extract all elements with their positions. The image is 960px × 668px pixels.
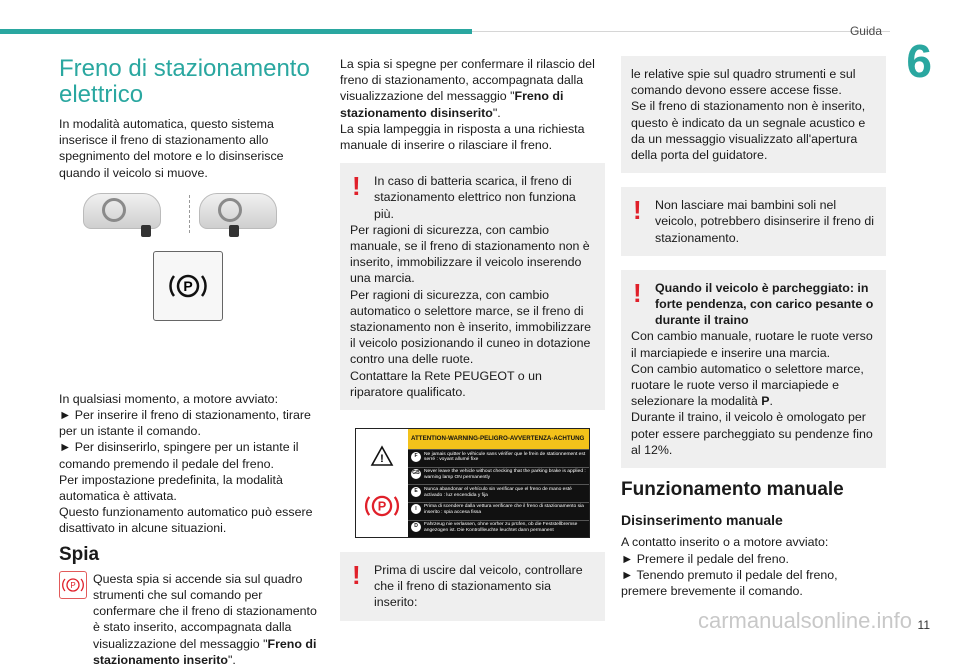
lever-icon bbox=[141, 225, 151, 237]
warning-text: Durante il traino, il veicolo è omologato per poter essere parcheggiato su pendenze fino al 12%. bbox=[631, 410, 873, 457]
warning-box-check bbox=[340, 552, 605, 621]
label-text-area bbox=[408, 429, 589, 537]
warning-text: Contattare la Rete PEUGEOT o un riparatore qualificato. bbox=[350, 368, 542, 399]
svg-text:P: P bbox=[377, 498, 387, 514]
column-2 bbox=[340, 56, 605, 631]
warning-box-slope bbox=[621, 270, 886, 468]
paragraph: In qualsiasi momento, a motore avviato: bbox=[59, 391, 279, 406]
heading-disinserimento: Disinserimento manuale bbox=[621, 512, 783, 529]
control-pull-illustration bbox=[83, 193, 161, 229]
intro-text: In modalità automatica, questo sistema inserisce il freno di stazionamento allo spegnimento del motore e lo disinserisce quando il veicolo si muove. bbox=[59, 117, 284, 180]
page-title: Freno di stazionamento elettrico bbox=[59, 55, 310, 108]
warning-text: Se il freno di stazionamento non è inserito, questo è indicato da un segnale acustico e da un messaggio visualizzato all'apertura della porta del guidatore. bbox=[631, 99, 866, 163]
warning-icon: ! bbox=[352, 171, 361, 202]
warning-icon: ! bbox=[633, 195, 642, 226]
header-rule bbox=[472, 31, 890, 32]
watermark: carmanualsonline.info bbox=[697, 608, 912, 633]
warning-box-check-continued bbox=[621, 56, 886, 173]
paragraph: Questo funzionamento automatico può essere disattivato in alcune situazioni. bbox=[59, 505, 313, 536]
section-title: Guida bbox=[849, 24, 882, 38]
label-header: ATTENTION-WARNING-PELIGRO-AVVERTENZA-ACHTUNG bbox=[408, 429, 589, 449]
control-push-illustration bbox=[199, 193, 277, 229]
bullet: ► Tenendo premuto il pedale del freno, premere brevemente il comando. bbox=[621, 567, 838, 599]
header-accent-bar bbox=[0, 29, 472, 34]
bullet: ► Premere il pedale del freno. bbox=[621, 551, 789, 566]
warning-lead: Prima di uscire dal veicolo, controllare che il freno di stazionamento sia inserito: bbox=[374, 563, 583, 610]
brake-control-illustration bbox=[59, 181, 321, 391]
warning-text: Con cambio manuale, ruotare le ruote verso il marciapiede e inserire una marcia. bbox=[631, 329, 873, 360]
steering-wheel-icon bbox=[218, 198, 242, 222]
parking-brake-warning-icon bbox=[59, 571, 87, 599]
bullet-release: ► Per disinserirlo, spingere per un istante il comando premendo il pedale del freno. bbox=[59, 440, 299, 471]
spia-block bbox=[59, 571, 321, 668]
label-icons bbox=[356, 429, 408, 537]
svg-text:P: P bbox=[70, 580, 76, 590]
svg-text:P: P bbox=[183, 277, 193, 294]
column-3 bbox=[621, 56, 886, 599]
paragraph: A contatto inserito o a motore avviato: bbox=[621, 535, 829, 550]
parking-brake-button-icon bbox=[153, 251, 223, 321]
spia-text: Questa spia si accende sia sul quadro strumenti che sul comando per confermare che il freno di stazionamento è stato inserito, accompagnata dalla visualizzazione del messaggio "Freno di stazionamento inserito". bbox=[93, 571, 317, 667]
chapter-number: 6 bbox=[906, 35, 932, 87]
warning-text: Per ragioni di sicurezza, con cambio manuale, se il freno di stazionamento non è inserito, immobilizzare il veicolo inserendo una marcia. bbox=[350, 222, 590, 286]
label-row: F Ne jamais quitter le véhicule sans vérifier que le frein de stationnement est serré : voyant allumé fixe bbox=[408, 449, 589, 467]
warning-box-children bbox=[621, 187, 886, 256]
warning-lead: Non lasciare mai bambini soli nel veicolo, potrebbero disinserire il freno di stazionamento. bbox=[655, 198, 875, 245]
warning-icon: ! bbox=[352, 560, 361, 591]
column-1 bbox=[59, 56, 321, 668]
warning-icon: ! bbox=[633, 277, 642, 308]
paragraph: Per impostazione predefinita, la modalità automatica è attivata. bbox=[59, 472, 283, 504]
warning-box-battery bbox=[340, 163, 605, 410]
paragraph: La spia si spegne per confermare il rilascio del freno di stazionamento, accompagnata dalla visualizzazione del messaggio "Freno di stazionamento disinserito". bbox=[340, 57, 595, 120]
heading-manual: Funzionamento manuale bbox=[621, 479, 844, 501]
heading-spia: Spia bbox=[59, 543, 100, 565]
steering-wheel-icon bbox=[102, 198, 126, 222]
page-number: 11 bbox=[917, 618, 930, 632]
label-row: D Fahrzeug nie verlassen, ohne vorher zu prüfen, ob die Feststellbremse angezogen ist. Die Kontrollleuchte leuchtet dann permanent bbox=[408, 520, 589, 538]
warning-lead: Quando il veicolo è parcheggiato: in forte pendenza, con carico pesante o durante il traino bbox=[655, 280, 874, 328]
svg-text:!: ! bbox=[380, 453, 384, 466]
label-row: E Nunca abandonar el vehículo sin verificar que el freno de mano esté activado : luz encendida y fija bbox=[408, 484, 589, 502]
label-row: I Prima di scendere dalla vettura verificare che il freno di stazionamento sia inserito : spia accesa fissa bbox=[408, 502, 589, 520]
warning-text: Con cambio automatico o selettore marce, ruotare le ruote verso il marciapiede e selezionare la modalità P. bbox=[631, 361, 864, 409]
divider bbox=[189, 195, 190, 233]
bullet-apply: ► Per inserire il freno di stazionamento, tirare per un istante il comando. bbox=[59, 408, 311, 439]
label-row: GB Never leave the vehicle without checking that the parking brake is applied : warning lamp ON permanently bbox=[408, 467, 589, 485]
lever-icon bbox=[229, 225, 239, 237]
warning-text: Per ragioni di sicurezza, con cambio automatico o selettore marce, se il freno di stazionamento non è inserito, immobilizzare il veicolo posizionando il cuneo in dotazione contro una delle ruote. bbox=[350, 287, 592, 367]
warning-lead: In caso di batteria scarica, il freno di stazionamento elettrico non funziona più. bbox=[374, 174, 576, 221]
triangle-warning-icon bbox=[371, 446, 393, 466]
paragraph: La spia lampeggia in risposta a una richiesta manuale di inserire o rilasciare il freno. bbox=[340, 121, 585, 153]
warning-label-image bbox=[355, 428, 590, 538]
parking-brake-red-icon bbox=[362, 492, 402, 520]
warning-text: le relative spie sul quadro strumenti e sul comando devono essere accese fisse. bbox=[631, 67, 856, 98]
